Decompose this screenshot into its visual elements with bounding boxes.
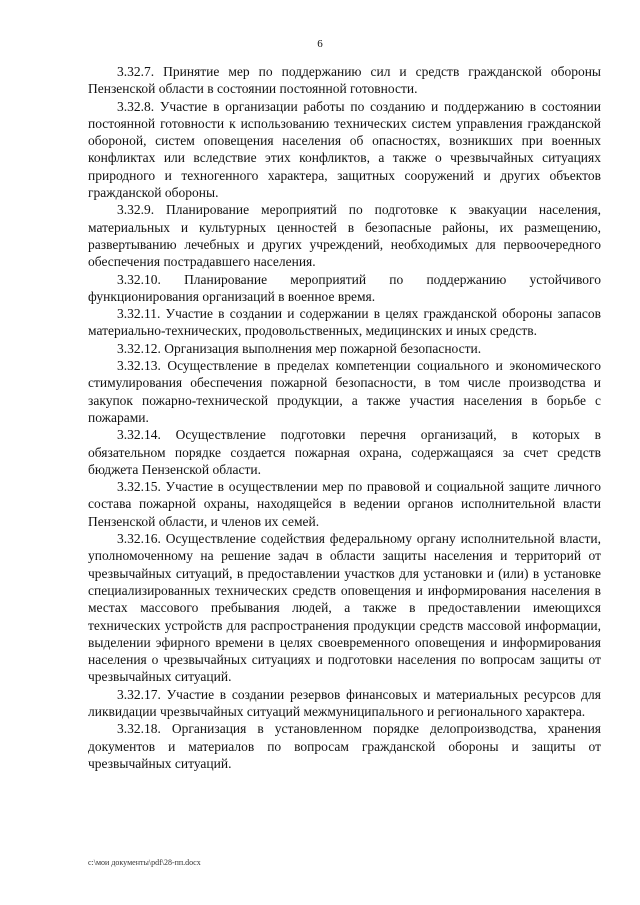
paragraph-3-32-9: 3.32.9. Планирование мероприятий по подготовке к эвакуации населения, материальных и культурных ценностей в безопасные районы, их размещению, развертыванию лечебных и других учреждений, необходимых для первоочередного обеспечения пострадавшего населения. — [88, 202, 601, 270]
paragraph-3-32-14: 3.32.14. Осуществление подготовки перечня организаций, в которых в обязательном порядке создается пожарная охрана, содержащаяся за счет средств бюджета Пензенской области. — [88, 427, 601, 477]
paragraph-3-32-10: 3.32.10. Планирование мероприятий по поддержанию устойчивого функционирования организаций в военное время. — [88, 271, 601, 304]
paragraph-3-32-17: 3.32.17. Участие в создании резервов финансовых и материальных ресурсов для ликвидации чрезвычайных ситуаций межмуниципального и регионального характера. — [88, 686, 601, 719]
paragraph-3-32-13: 3.32.13. Осуществление в пределах компетенции социального и экономического стимулирования обеспечения пожарной безопасности, в том числе производства и закупок пожарно-технической продукции, а также участия населения в борьбе с пожарами. — [88, 358, 601, 425]
paragraph-3-32-7: 3.32.7. Принятие мер по поддержанию сил и средств гражданской обороны Пензенской области в состоянии постоянной готовности. — [88, 64, 601, 97]
paragraph-3-32-11: 3.32.11. Участие в создании и содержании в целях гражданской обороны запасов материально-технических, продовольственных, медицинских и иных средств. — [88, 306, 601, 339]
paragraph-3-32-15: 3.32.15. Участие в осуществлении мер по правовой и социальной защите личного состава пожарной охраны, находящейся в ведении органов исполнительной власти Пензенской области, и членов их семей. — [88, 479, 601, 529]
paragraph-3-32-12: 3.32.12. Организация выполнения мер пожарной безопасности. — [117, 340, 482, 356]
paragraph-3-32-18: 3.32.18. Организация в установленном порядке делопроизводства, хранения документов и материалов по вопросам гражданской обороны и защиты от чрезвычайных ситуаций. — [88, 721, 601, 771]
footer-file-path: c:\мои документы\pdf\28-пп.docx — [88, 858, 201, 867]
document-body — [88, 63, 601, 772]
paragraph-3-32-16: 3.32.16. Осуществление содействия федеральному органу исполнительной власти, уполномоченному на решение задач в области защиты населения и территорий от чрезвычайных ситуаций, в предоставлении участков для установки и (или) в установке специализированных технических средств оповещения и информирования населения в местах массового пребывания людей, а также в предоставлении имеющихся технических устройств для распространения продукции средств массовой информации, выделении эфирного времени в целях своевременного оповещения и информирования населения о чрезвычайных ситуациях и подготовки населения по вопросам защиты от чрезвычайных ситуаций. — [88, 531, 601, 685]
paragraph-3-32-8: 3.32.8. Участие в организации работы по созданию и поддержанию в состоянии постоянной готовности к использованию технических систем управления гражданской обороной, систем оповещения населения об опасностях, возникших при военных конфликтах или вследствие этих конфликтов, а также о чрезвычайных ситуациях природного и техногенного характера, защитных сооружений и других объектов гражданской обороны. — [88, 98, 601, 201]
page-number: 6 — [317, 38, 323, 50]
